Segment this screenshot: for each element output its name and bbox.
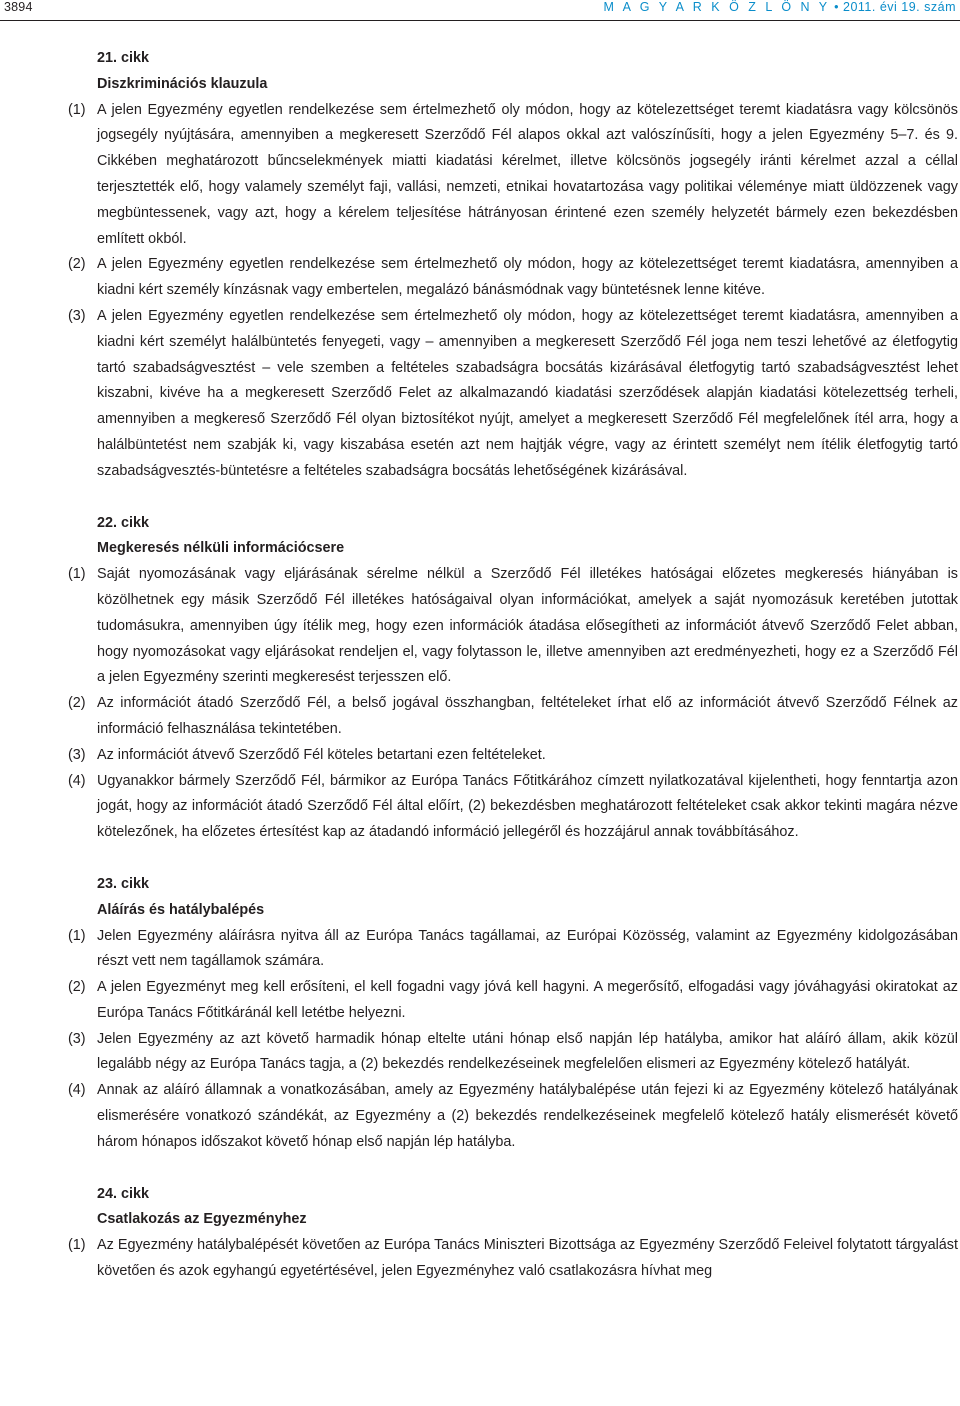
paragraph-text: Jelen Egyezmény aláírásra nyitva áll az Európa Tanács tagállamai, az Európai Közösség, valamint az Egyezmény kidolgozásában részt vett nem tagállamok számára. — [97, 927, 958, 970]
paragraph — [0, 562, 958, 691]
paragraph-text: A jelen Egyezmény egyetlen rendelkezése sem értelmezhető oly módon, hogy az kötelezettséget teremt kiadatásra, amennyiben a kiadni kért személyt halálbüntetés fenyegeti, vagy – amennyiben a megkeresett Szerződő Fél joga nem teszi lehetővé az életfogytig tartó szabadságvesztést – vele szemben a feltételes szabadságra bocsátás kizárásával életfogytig tartó szabadságvesztést lehet kiszabni, kivéve ha a megkeresett Szerződő Felet az alkalmazandó kiadatási szerződések alapján kiadatási kötelezettség terheli, amennyiben a megkereső Szerződő Fél olyan biztosítékot nyújt, amelyet a megkeresett Szerződő Fél megfelelőnek ítél arra, hogy a halálbüntetést nem szabják ki, vagy kiszabása esetén azt nem hajtják végre, vagy az érintett személyt nem ítélik életfogytig tartó szabadságvesztés-büntetésre a feltételes szabadságra bocsátás lehetőségének kizárásával. — [97, 307, 958, 479]
paragraph-text: Az Egyezmény hatálybalépését követően az Európa Tanács Miniszteri Bizottsága az Egyezmény Szerződő Feleivel folytatott tárgyalást követően és azok egyhangú egyetértésével, jelen Egyezményhez való csatlakozásra hívhat meg — [97, 1237, 958, 1280]
paragraph — [0, 98, 958, 253]
paragraph-text: Az információt átvevő Szerződő Fél köteles betartani ezen feltételeket. — [97, 746, 546, 763]
issue-label: 2011. évi 19. szám — [843, 0, 956, 14]
paragraph-number: (1) — [68, 1237, 86, 1254]
bullet-separator: • — [834, 0, 840, 14]
paragraph — [0, 924, 958, 976]
paragraph — [0, 743, 958, 769]
paragraph-number: (3) — [68, 307, 86, 324]
article-number: 21. cikk — [97, 50, 150, 66]
article-number: 22. cikk — [97, 514, 150, 531]
article-number: 24. cikk — [97, 1185, 150, 1202]
article-number: 23. cikk — [97, 875, 150, 892]
paragraph-number: (4) — [68, 772, 86, 789]
article-23 — [0, 872, 958, 1156]
article-21 — [0, 46, 958, 485]
paragraph — [0, 691, 958, 743]
paragraph — [0, 1078, 958, 1155]
page-header — [0, 0, 960, 22]
paragraph — [0, 1233, 958, 1285]
paragraph — [0, 769, 958, 846]
article-22 — [0, 511, 958, 846]
paragraph — [0, 975, 958, 1027]
paragraph-number: (2) — [68, 256, 86, 273]
paragraph-text: Annak az aláíró államnak a vonatkozásában, amely az Egyezmény hatálybalépése után fejezi ki az Egyezmény kötelező hatályának elismerésére vonatkozó szándékát, az Egyezmény a (2) bekezdés rendelkezéseinek megfelelő kötelező hatály elismerését követő három hónapos időszakot követő hónap első napján lép hatályba. — [97, 1082, 958, 1150]
paragraph-text: Jelen Egyezmény az azt követő harmadik hónap eltelte utáni hónap első napján lép hatályba, amikor hat aláíró állam, akik közül legalább négy az Európa Tanács tagja, a (2) bekezdés rendelkezéseinek megfelelően elismeri az Egyezmény kötelező hatályát. — [97, 1030, 958, 1073]
paragraph-number: (3) — [68, 746, 86, 763]
paragraph-text: A jelen Egyezmény egyetlen rendelkezése sem értelmezhető oly módon, hogy az kötelezettséget teremt kiadatásra, amennyiben a kiadni kért személy kínzásnak vagy embertelen, megalázó bánásmódnak vagy büntetésnek lenne kitéve. — [97, 256, 958, 299]
paragraph-text: A jelen Egyezmény egyetlen rendelkezése sem értelmezhető oly módon, hogy az kötelezettséget teremt kiadatásra vagy kölcsönös jogsegély nyújtására, amennyiben a megkeresett Szerződő Fél alapos okkal azt valószínűsíti, hogy a jelen Egyezmény 5–7. és 9. Cikkében meghatározott bűncselekmények miatti kiadatási kérelmet, illetve kölcsönös jogsegély iránti kérelmet azzal a céllal terjesztették elő, hogy valamely személyt faji, vallási, nemzeti, etnikai hovatartozása vagy politikai véleménye miatt üldözzenek vagy megbüntessenek, vagy azt, hogy a kérelem teljesítése hátrányosan érintené ezen személy helyzetét bármely ezen bekezdésben említett okból. — [97, 101, 958, 247]
paragraph — [0, 252, 958, 304]
paragraph-text: Saját nyomozásának vagy eljárásának sérelme nélkül a Szerződő Fél illetékes hatóságai előzetes megkeresés hiányában is közölhetnek egy másik Szerződő Fél illetékes hatóságaival olyan információkat, amelyek a saját nyomozásuk keretében jutottak tudomásukra, amennyiben úgy ítélik meg, hogy ezen információk átadása elősegítheti az információt átvevő Szerződő Felet abban, hogy nyomozásokat vagy eljárásokat rendeljen el, vagy folytasson le, illetve amennyiben azt eredményezheti, hogy ez a Szerződő Fél a jelen Egyezmény szerinti megkeresést terjesszen elő. — [97, 566, 958, 686]
paragraph-number: (1) — [68, 927, 86, 944]
paragraph-text: Az információt átadó Szerződő Fél, a belső jogával összhangban, feltételeket írhat elő az információt átvevő Szerződő Félnek az információ felhasználása tekintetében. — [97, 695, 958, 737]
page-number: 3894 — [4, 0, 33, 14]
article-24 — [0, 1182, 958, 1285]
article-title: Megkeresés nélküli információcsere — [97, 540, 345, 557]
paragraph-number: (2) — [68, 979, 86, 996]
running-head — [603, 0, 956, 14]
publication-title: M A G Y A R K Ö Z L Ö N Y — [603, 0, 831, 14]
header-rule — [0, 20, 960, 21]
document-body — [0, 46, 958, 1285]
paragraph-number: (1) — [68, 566, 86, 583]
paragraph-number: (4) — [68, 1082, 86, 1099]
article-title: Diszkriminációs klauzula — [97, 75, 268, 92]
article-title: Csatlakozás az Egyezményhez — [97, 1211, 307, 1228]
paragraph-number: (2) — [68, 695, 86, 712]
article-title: Aláírás és hatálybalépés — [97, 901, 265, 918]
paragraph-number: (1) — [68, 101, 86, 118]
paragraph — [0, 1027, 958, 1079]
paragraph-number: (3) — [68, 1030, 86, 1047]
paragraph — [0, 304, 958, 485]
paragraph-text: Ugyanakkor bármely Szerződő Fél, bármikor az Európa Tanács Főtitkárához címzett nyilatkozatával kijelentheti, hogy fenntartja azon jogát, hogy az információt átadó Szerződő Fél által előírt, (2) bekezdésben meghatározott feltételeket csak akkor tekinti magára nézve kötelezőnek, ha előzetes értesítést kap az átadandó információ jellegéről és hozzájárul annak továbbításához. — [97, 772, 958, 841]
paragraph-text: A jelen Egyezményt meg kell erősíteni, el kell fogadni vagy jóvá kell hagyni. A megerősítő, elfogadási vagy jóváhagyási okiratokat az Európa Tanács Főtitkáránál kell letétbe helyezni. — [97, 979, 958, 1021]
